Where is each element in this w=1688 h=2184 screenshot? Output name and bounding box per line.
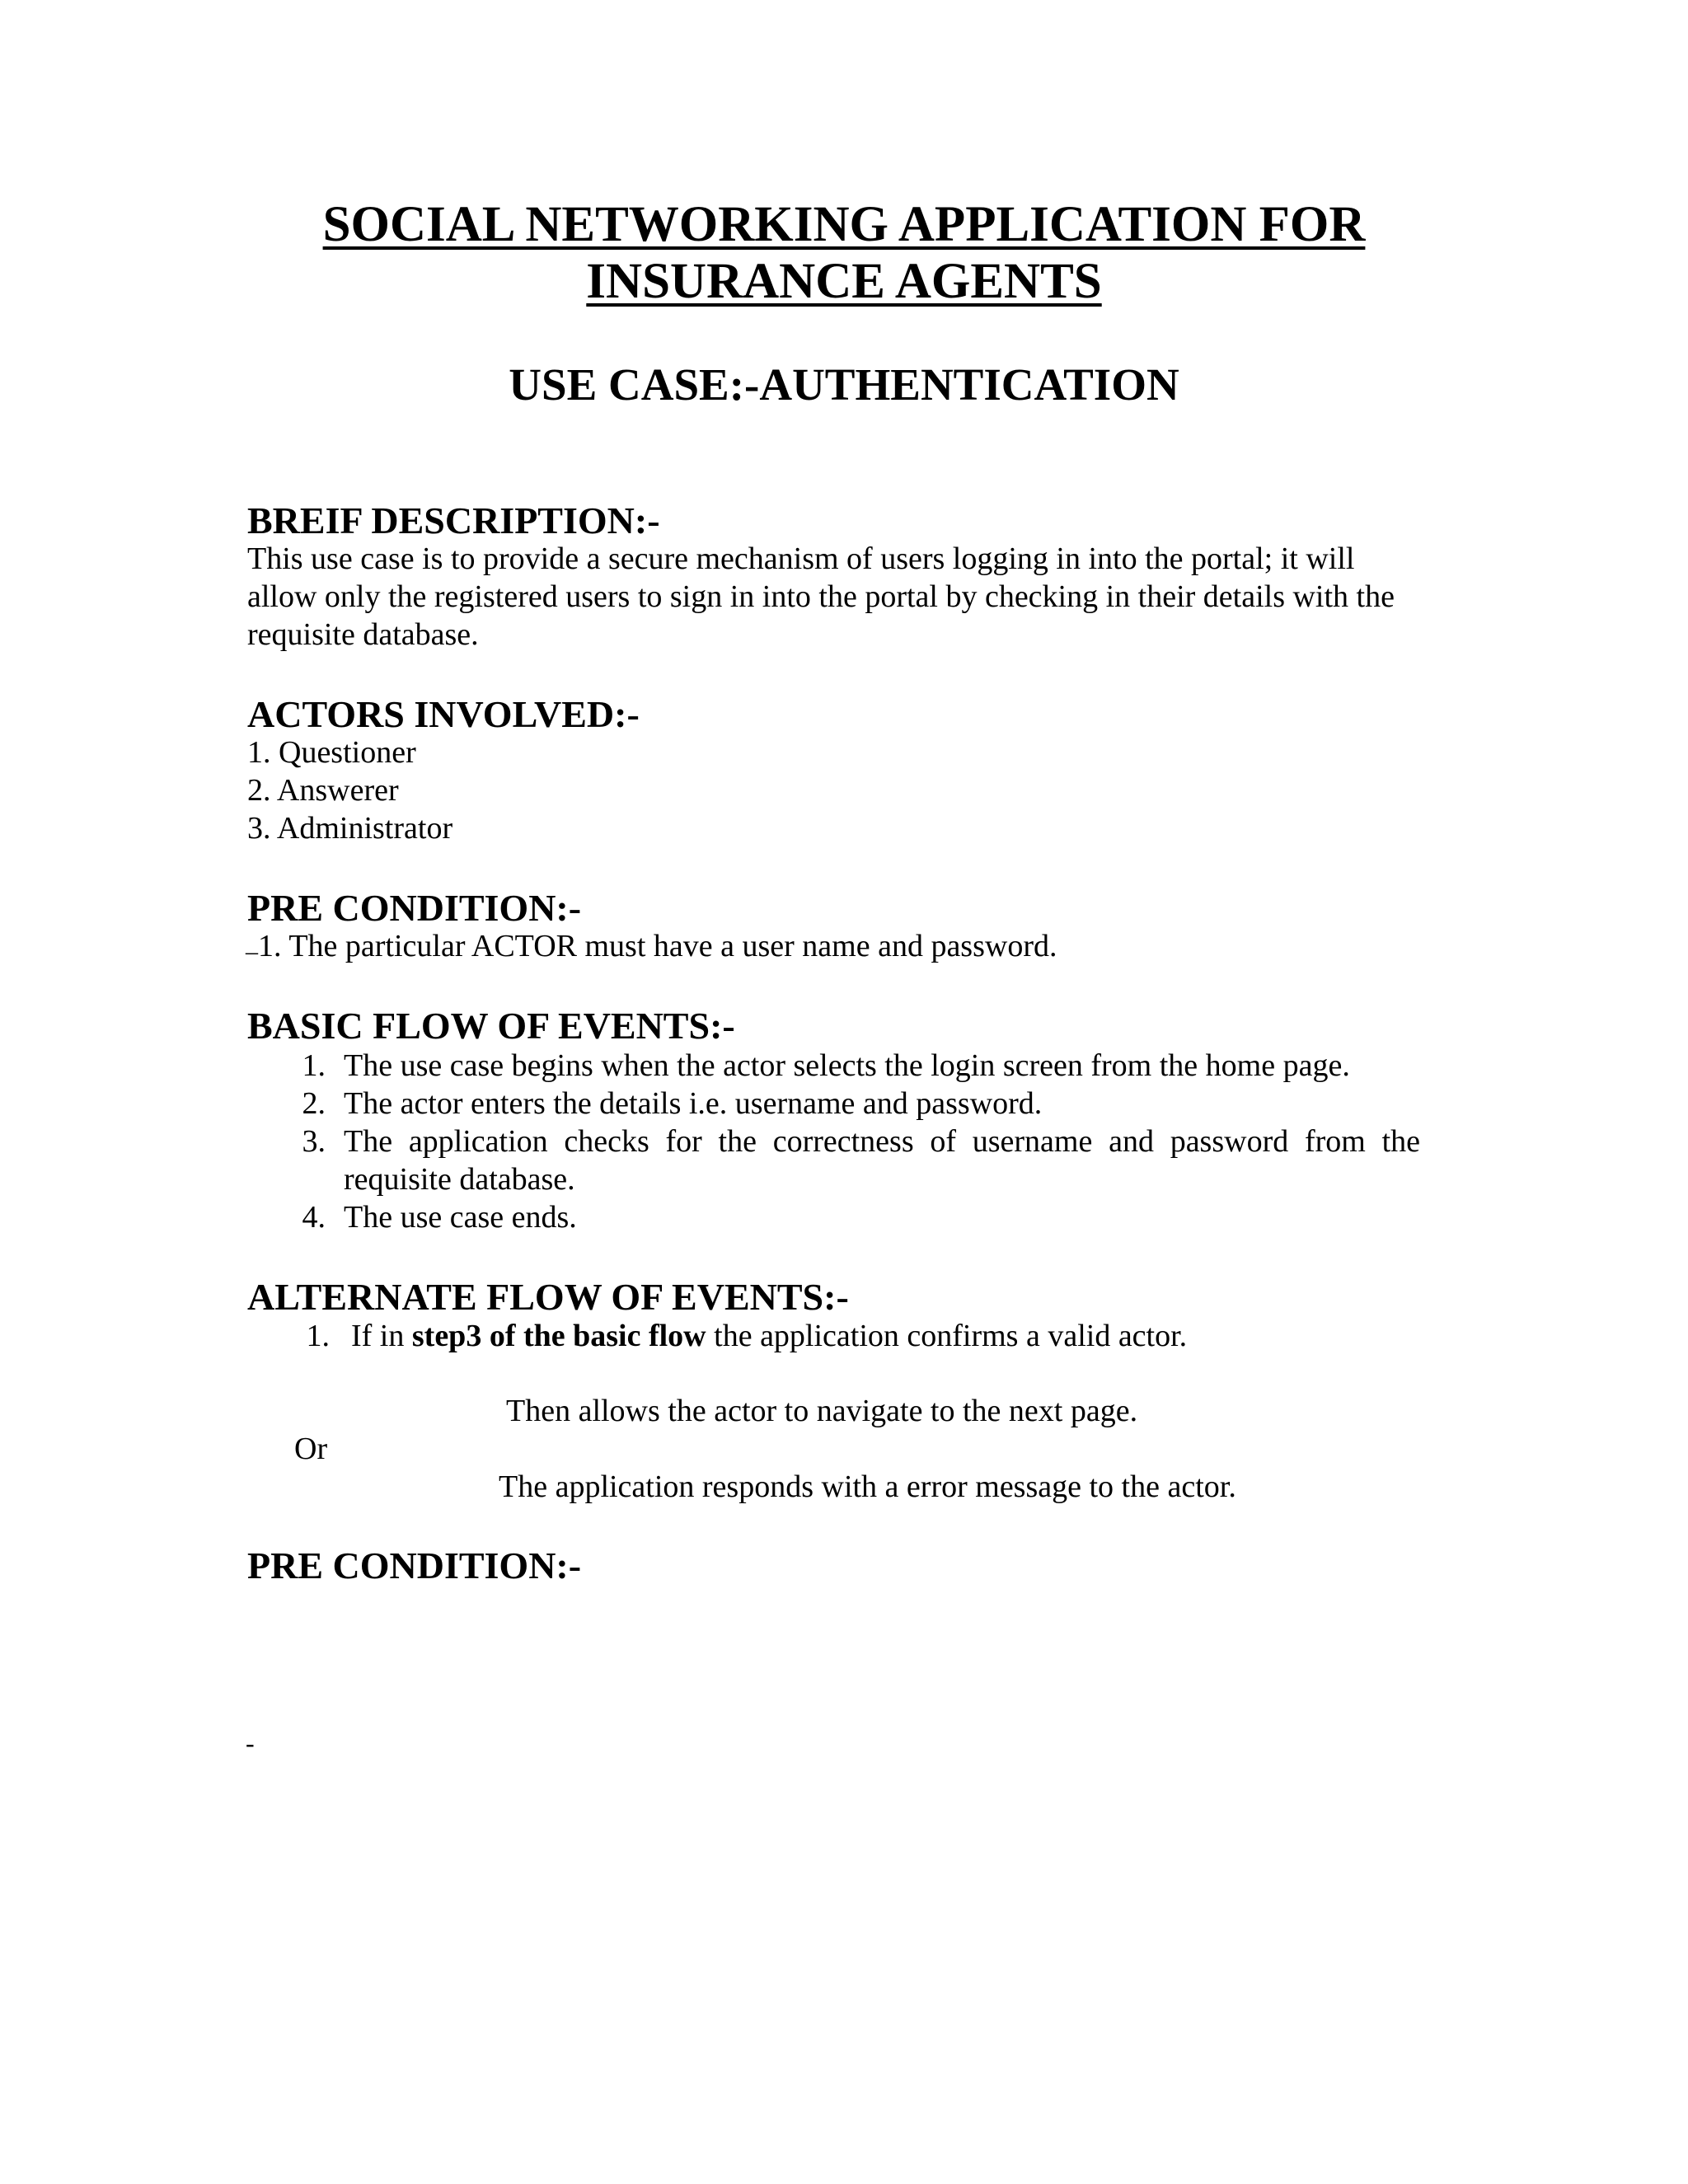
brief-description-line: requisite database. <box>247 617 479 652</box>
pre-condition-heading: PRE CONDITION:- <box>247 887 582 929</box>
actors-heading: ACTORS INVOLVED:- <box>247 693 640 735</box>
pre-condition-heading-2: PRE CONDITION:- <box>247 1544 582 1586</box>
basic-flow-number: 3. <box>302 1124 326 1159</box>
brief-description-line: allow only the registered users to sign in into the portal by checking in their details with the <box>247 579 1395 614</box>
actor-item: 1. Questioner <box>247 735 416 770</box>
pre-condition-marker: _ <box>246 930 258 957</box>
alternate-flow-else: The application responds with a error message to the actor. <box>499 1469 1236 1504</box>
basic-flow-number: 1. <box>302 1048 326 1083</box>
alternate-flow-step-reference: step3 of the basic flow <box>411 1319 706 1353</box>
alternate-flow-step-post: the application confirms a valid actor. <box>706 1319 1188 1353</box>
basic-flow-step: The use case begins when the actor selects the login screen from the home page. <box>344 1048 1350 1083</box>
brief-description-line: This use case is to provide a secure mechanism of users logging in into the portal; it will <box>247 541 1355 576</box>
actor-item: 3. Administrator <box>247 811 453 846</box>
footer-mark: - <box>246 1728 255 1758</box>
use-case-heading: USE CASE:-AUTHENTICATION <box>509 359 1179 410</box>
alternate-flow-then: Then allows the actor to navigate to the next page. <box>506 1394 1138 1428</box>
alternate-flow-step-pre: If in <box>351 1319 412 1353</box>
brief-description-heading: BREIF DESCRIPTION:- <box>247 499 660 541</box>
alternate-flow-or: Or <box>294 1432 328 1466</box>
basic-flow-number: 2. <box>302 1086 326 1121</box>
alternate-flow-number: 1. <box>306 1319 330 1353</box>
alternate-flow-step <box>351 1318 1187 1354</box>
alternate-flow-heading: ALTERNATE FLOW OF EVENTS:- <box>247 1276 849 1318</box>
basic-flow-number: 4. <box>302 1200 326 1235</box>
basic-flow-step: The application checks for the correctness of username and password from the <box>344 1124 1420 1159</box>
basic-flow-step: The actor enters the details i.e. username and password. <box>344 1086 1043 1121</box>
document-title-line1: SOCIAL NETWORKING APPLICATION FOR <box>322 197 1366 252</box>
actor-item: 2. Answerer <box>247 773 399 808</box>
document-title-line2: INSURANCE AGENTS <box>586 254 1102 309</box>
basic-flow-step-continuation: requisite database. <box>344 1162 575 1197</box>
pre-condition-text: 1. The particular ACTOR must have a user name and password. <box>258 929 1057 963</box>
basic-flow-heading: BASIC FLOW OF EVENTS:- <box>247 1005 735 1047</box>
basic-flow-step: The use case ends. <box>344 1200 577 1235</box>
